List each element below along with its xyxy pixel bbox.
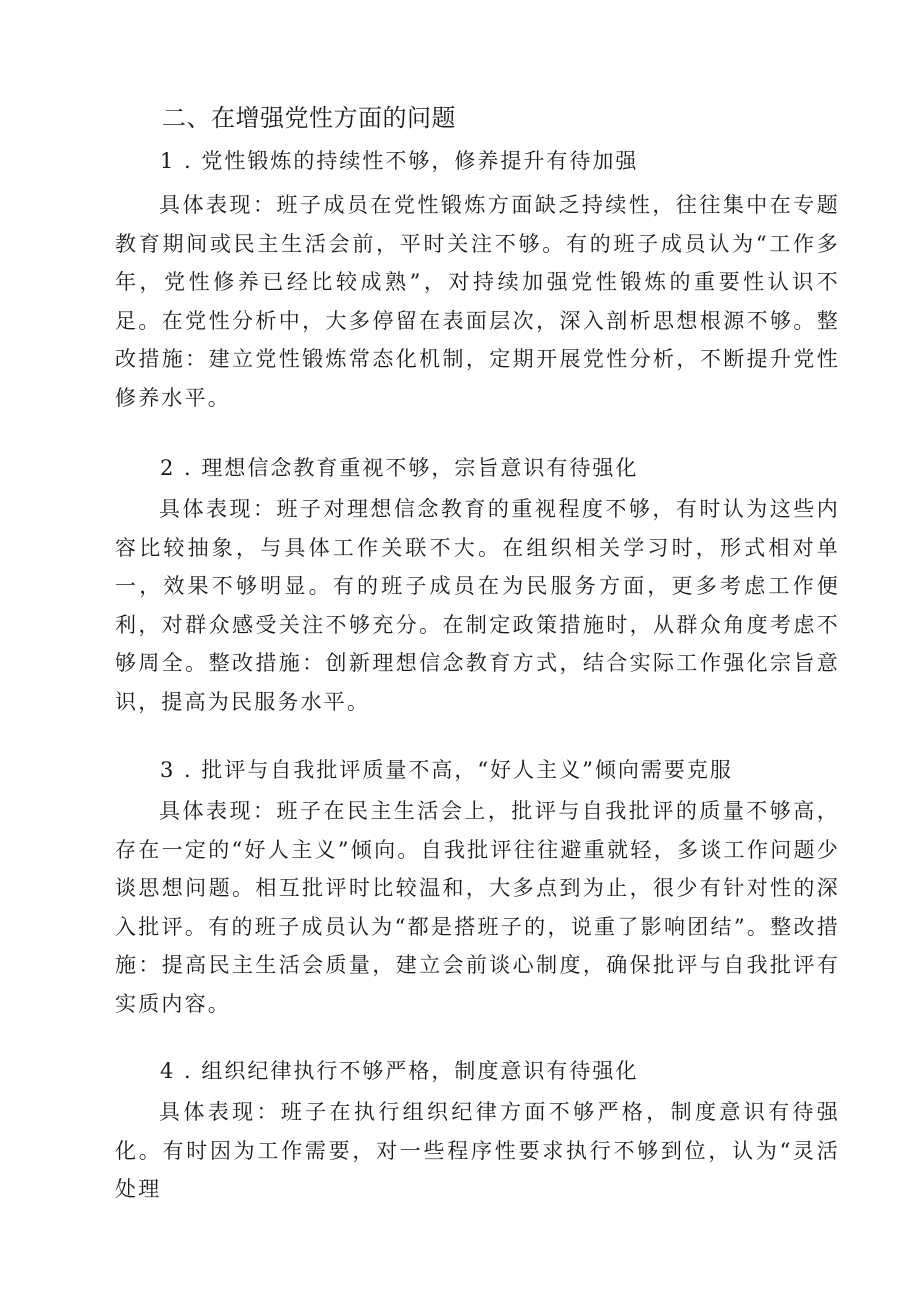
item-body-4: 具体表现：班子在执行组织纪律方面不够严格，制度意识有待强化。有时因为工作需要，对一些程序性要求执行不够到位，认为“灵活处理	[115, 1100, 840, 1201]
item-body-3: 具体表现：班子在民主生活会上，批评与自我批评的质量不够高，存在一定的“好人主义”倾向。自我批评往往避重就轻，多谈工作问题少谈思想问题。相互批评时比较温和，大多点到为止，很少有针对性的深入批评。有的班子成员认为“都是搭班子的，说重了影响团结”。整改措施：提高民主生活会质量，建立会前谈心制度，确保批评与自我批评有实质内容。	[115, 799, 840, 1016]
item-heading-4: 4 . 组织纪律执行不够严格，制度意识有待强化	[160, 1059, 639, 1083]
item-body-1: 具体表现：班子成员在党性锻炼方面缺乏持续性，往往集中在专题教育期间或民主生活会前，平时关注不够。有的班子成员认为“工作多年，党性修养已经比较成熟”，对持续加强党性锻炼的重要性认识不足。在党性分析中，大多停留在表面层次，深入剖析思想根源不够。整改措施：建立党性锻炼常态化机制，定期开展党性分析，不断提升党性修养水平。	[115, 193, 840, 410]
item-body-2: 具体表现：班子对理想信念教育的重视程度不够，有时认为这些内容比较抽象，与具体工作关联不大。在组织相关学习时，形式相对单一，效果不够明显。有的班子成员在为民服务方面，更多考虑工作便利，对群众感受关注不够充分。在制定政策措施时，从群众角度考虑不够周全。整改措施：创新理想信念教育方式，结合实际工作强化宗旨意识，提高为民服务水平。	[115, 497, 840, 714]
item-heading-2: 2 . 理想信念教育重视不够，宗旨意识有待强化	[160, 456, 639, 480]
section-title: 二、在增强党性方面的问题	[162, 104, 456, 132]
item-heading-3: 3 . 批评与自我批评质量不高，“好人主义”倾向需要克服	[160, 758, 733, 782]
item-heading-1: 1 . 党性锻炼的持续性不够，修养提升有待加强	[160, 149, 639, 173]
